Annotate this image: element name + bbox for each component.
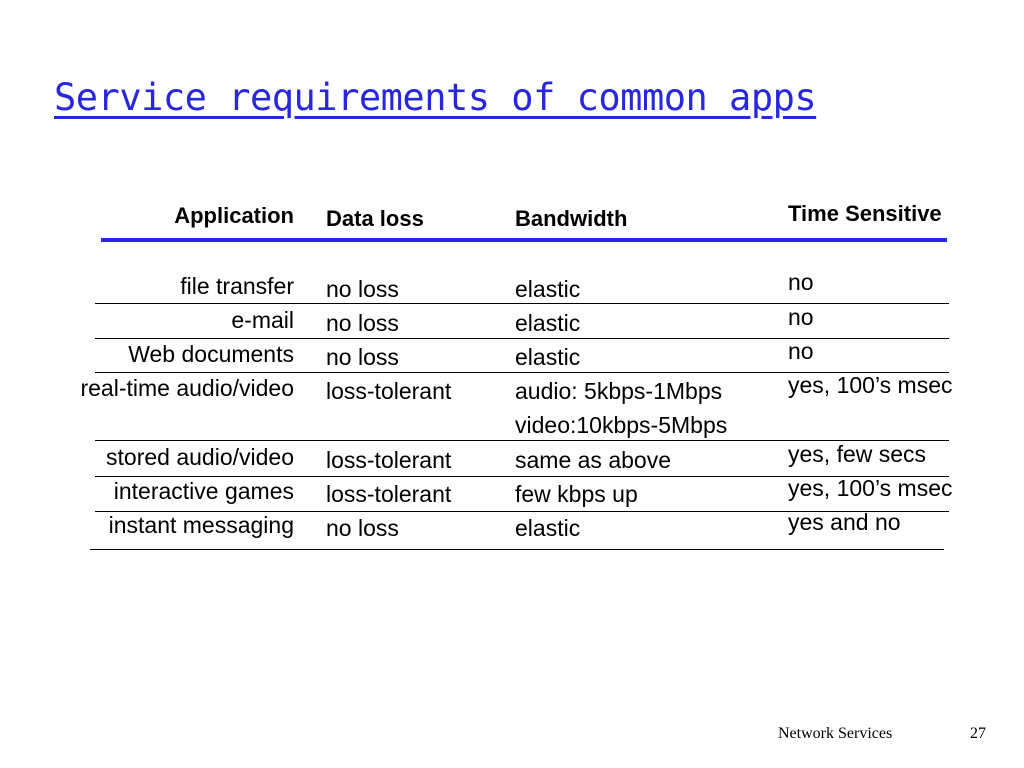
row-bandwidth: elastic	[515, 310, 581, 336]
row-divider	[95, 338, 949, 339]
row-data-loss: no loss	[326, 344, 399, 370]
row-data-loss: no loss	[326, 310, 399, 336]
row-time-sensitive: no	[788, 304, 814, 330]
row-bandwidth: same as above	[515, 447, 671, 473]
row-bandwidth: audio: 5kbps-1Mbps	[515, 378, 723, 404]
row-application: real-time audio/video	[80, 375, 294, 401]
row-application: stored audio/video	[106, 444, 294, 470]
footer-label: Network Services	[778, 725, 893, 742]
header-time-sensitive: Time Sensitive	[788, 201, 942, 226]
row-application: instant messaging	[108, 512, 294, 538]
row-application: interactive games	[113, 478, 294, 504]
row-bandwidth: few kbps up	[515, 481, 638, 507]
row-data-loss: loss-tolerant	[326, 447, 452, 473]
row-time-sensitive: yes, few secs	[788, 441, 927, 467]
header-underline	[101, 238, 947, 242]
table-bottom-rule	[90, 549, 944, 550]
header-bandwidth: Bandwidth	[515, 206, 628, 231]
row-data-loss: loss-tolerant	[326, 378, 452, 404]
row-time-sensitive: yes and no	[788, 509, 901, 535]
header-application: Application	[174, 203, 294, 228]
row-time-sensitive: no	[788, 338, 814, 364]
row-application: file transfer	[180, 273, 294, 299]
row-bandwidth-line2: video:10kbps-5Mbps	[515, 412, 728, 438]
row-time-sensitive: no	[788, 269, 814, 295]
row-divider	[95, 303, 949, 304]
row-data-loss: no loss	[326, 515, 399, 541]
row-bandwidth: elastic	[515, 344, 581, 370]
row-time-sensitive: yes, 100’s msec	[788, 475, 953, 501]
row-bandwidth: elastic	[515, 515, 581, 541]
row-data-loss: no loss	[326, 276, 399, 302]
row-application: Web documents	[128, 341, 294, 367]
row-time-sensitive: yes, 100’s msec	[788, 372, 953, 398]
row-data-loss: loss-tolerant	[326, 481, 452, 507]
row-bandwidth: elastic	[515, 276, 581, 302]
page-number: 27	[970, 725, 986, 742]
slide-title: Service requirements of common apps	[54, 76, 817, 119]
header-data-loss: Data loss	[326, 206, 424, 231]
row-application: e-mail	[231, 307, 294, 333]
